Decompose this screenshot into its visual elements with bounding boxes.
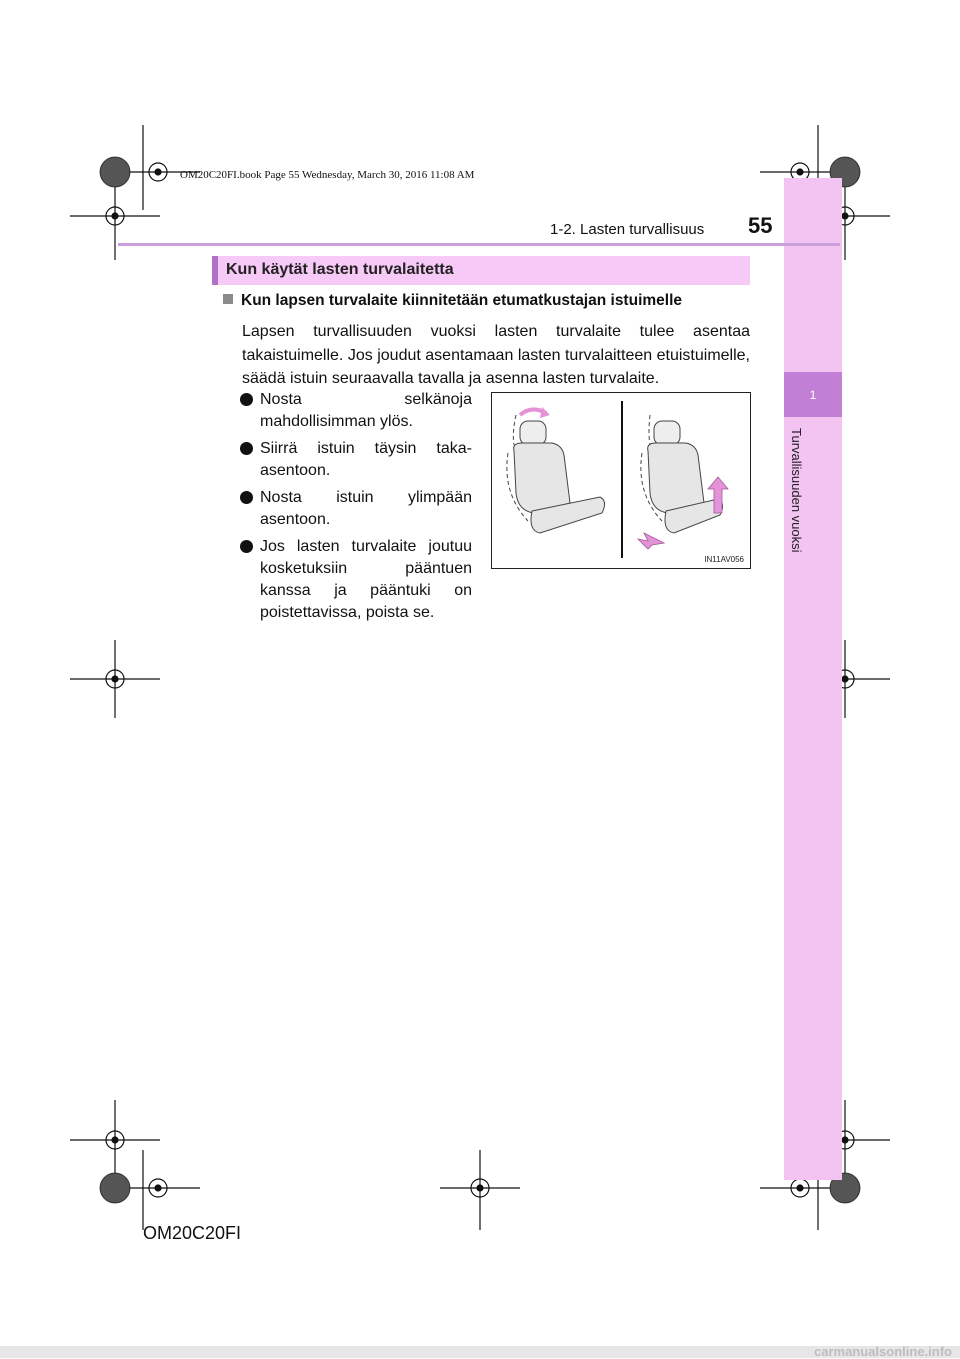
bullet-list bbox=[240, 389, 472, 629]
list-item bbox=[240, 487, 472, 531]
seat-left-icon bbox=[507, 407, 605, 533]
chapter-title-text: Turvallisuuden vuoksi bbox=[789, 428, 804, 553]
seat-right-icon bbox=[638, 415, 728, 549]
watermark-bar bbox=[0, 1346, 960, 1358]
list-item-text: Nosta selkänoja mahdollisimman ylös. bbox=[260, 391, 472, 430]
subheading-text: Kun lapsen turvalaite kiinnitetään etumatkustajan istuimelle bbox=[241, 292, 683, 309]
header-section-title: 1-2. Lasten turvallisuus bbox=[550, 221, 705, 238]
list-item bbox=[240, 536, 472, 624]
chapter-number-tab: 1 bbox=[784, 372, 842, 417]
book-info-line: OM20C20FI.book Page 55 Wednesday, March 30, 2016 11:08 AM bbox=[180, 169, 475, 181]
header-rule bbox=[118, 243, 840, 246]
list-item bbox=[240, 438, 472, 482]
bullet-dot-icon bbox=[240, 442, 253, 455]
footer-code: OM20C20FI bbox=[143, 1223, 242, 1243]
square-bullet-icon bbox=[223, 294, 233, 304]
bullet-dot-icon bbox=[240, 491, 253, 504]
bullet-dot-icon bbox=[240, 393, 253, 406]
list-item bbox=[240, 389, 472, 433]
list-item-text: Siirrä istuin täysin taka-asentoon. bbox=[260, 440, 472, 479]
page-number: 55 bbox=[748, 213, 773, 238]
chapter-title-vertical bbox=[790, 428, 804, 628]
section-title-box bbox=[212, 256, 750, 285]
bullet-dot-icon bbox=[240, 540, 253, 553]
subheading bbox=[223, 292, 682, 310]
seat-illustration bbox=[492, 393, 750, 568]
figure-code: IN11AV056 bbox=[704, 555, 744, 564]
intro-paragraph: Lapsen turvallisuuden vuoksi lasten turvalaite tulee asentaa takaistuimelle. Jos joudut asentamaan lasten turvalaitteen etuistuimelle, säädä istuin seuraavalla tavalla ja asenna lasten turvalaite. bbox=[242, 323, 750, 387]
watermark-text: carmanualsonline.info bbox=[814, 1344, 952, 1359]
list-item-text: Jos lasten turvalaite joutuu kosketuksiin pääntuen kanssa ja pääntuki on poistettavissa, poista se. bbox=[260, 538, 472, 621]
list-item-text: Nosta istuin ylimpään asentoon. bbox=[260, 489, 472, 528]
section-title: Kun käytät lasten turvalaitetta bbox=[226, 261, 454, 278]
seat-adjustment-figure bbox=[491, 392, 751, 569]
chapter-sidebar bbox=[784, 178, 842, 1180]
section-title-bar bbox=[212, 256, 218, 285]
